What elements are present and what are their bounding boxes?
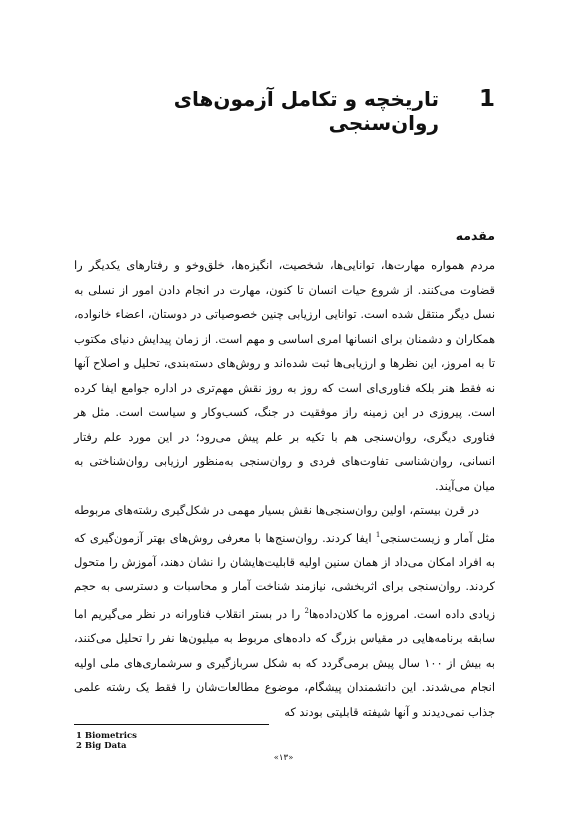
- body-text: [74, 253, 495, 724]
- footnote-mark-1: 1: [375, 530, 381, 539]
- chapter-heading: [100, 86, 495, 135]
- paragraph-2: [74, 498, 495, 724]
- paragraph-2-part-2: ایفا کردند. روان‌سنج‌ها با معرفی روش‌های بهتر آزمون‌گیری که به افراد امکان می‌داد از همان سنین اولیه قابلیت‌هایشان را نشان دهند، آموزش را متحول کردند. روان‌سنجی برای اثربخشی، نیازمند شناخت آمار و محاسبات و دسترسی به حجم زیادی داده است. امروزه ما کلان‌داده‌ها: [74, 530, 495, 621]
- chapter-title: تاریخچه و تکامل آزمون‌های روان‌سنجی: [173, 87, 439, 135]
- section-heading: مقدمه: [455, 228, 495, 243]
- footnote-1-text: Biometrics: [84, 731, 137, 741]
- footnote-1-number: 1: [76, 731, 82, 741]
- paragraph-2-part-1: در قرن بیستم، اولین روان‌سنجی‌ها نقش بسیار مهمی در شکل‌گیری رشته‌های مربوطه مثل آمار و زیست‌سنجی: [74, 503, 495, 545]
- chapter-number: 1: [478, 86, 495, 112]
- footnotes: [76, 731, 137, 751]
- page-number: «۱۳»: [273, 753, 294, 763]
- footnote-1: [76, 731, 137, 741]
- footnote-2-text: Big Data: [84, 741, 127, 751]
- footnote-divider: [74, 724, 269, 725]
- paragraph-1: مردم همواره مهارت‌ها، توانایی‌ها، شخصیت، انگیزه‌ها، خلق‌وخو و رفتارهای یکدیگر را قضاوت می‌کنند. از شروع حیات انسان تا کنون، مهارت در انجام دادن امور از نسلی به نسل دیگر منتقل شده است. توانایی ارزیابی چنین خصوصیاتی در دوستان، اعضاء خانواده، همکاران و دشمنان برای انسانها امری اساسی و مهم است. از زمان پیدایش دنیای مکتوب تا به امروز، این نظرها و ارزیابی‌ها ثبت شده‌اند و روش‌های دسته‌بندی، تحلیل و اصلاح آنها نه فقط هنر بلکه فناوری‌ای است که روز به روز نقش مهم‌تری در اداره جوامع ایفا کرده است. پیروزی در این زمینه راز موفقیت در جنگ، کسب‌وکار و سیاست است. مثل هر فناوری دیگری، روان‌سنجی هم با تکیه بر علم پیش می‌رود؛ در این مورد علم رفتار انسانی، روان‌شناسی تفاوت‌های فردی و روان‌سنجی به‌منظور ارزیابی روان‌شناختی به میان می‌آیند.: [74, 258, 495, 493]
- footnote-2: [76, 741, 137, 751]
- footnote-2-number: 2: [76, 741, 82, 751]
- paragraph-2-part-3: را در بستر انقلاب فناورانه در نظر می‌گیریم اما سابقه برنامه‌هایی در مقیاس بزرگ که داده‌های مربوط به میلیون‌ها نفر را تحلیل می‌کنند، به بیش از ۱۰۰ سال پیش برمی‌گردد که به شکل سربازگیری و سرشماری‌های ملی اولیه انجام می‌شدند. این دانشمندان پیشگام، موضوع مطالعات‌شان را فقط یک رشته علمی جذاب نمی‌دیدند و آنها شیفته قابلیتی بودند که: [74, 606, 495, 719]
- footnote-mark-2: 2: [304, 606, 309, 615]
